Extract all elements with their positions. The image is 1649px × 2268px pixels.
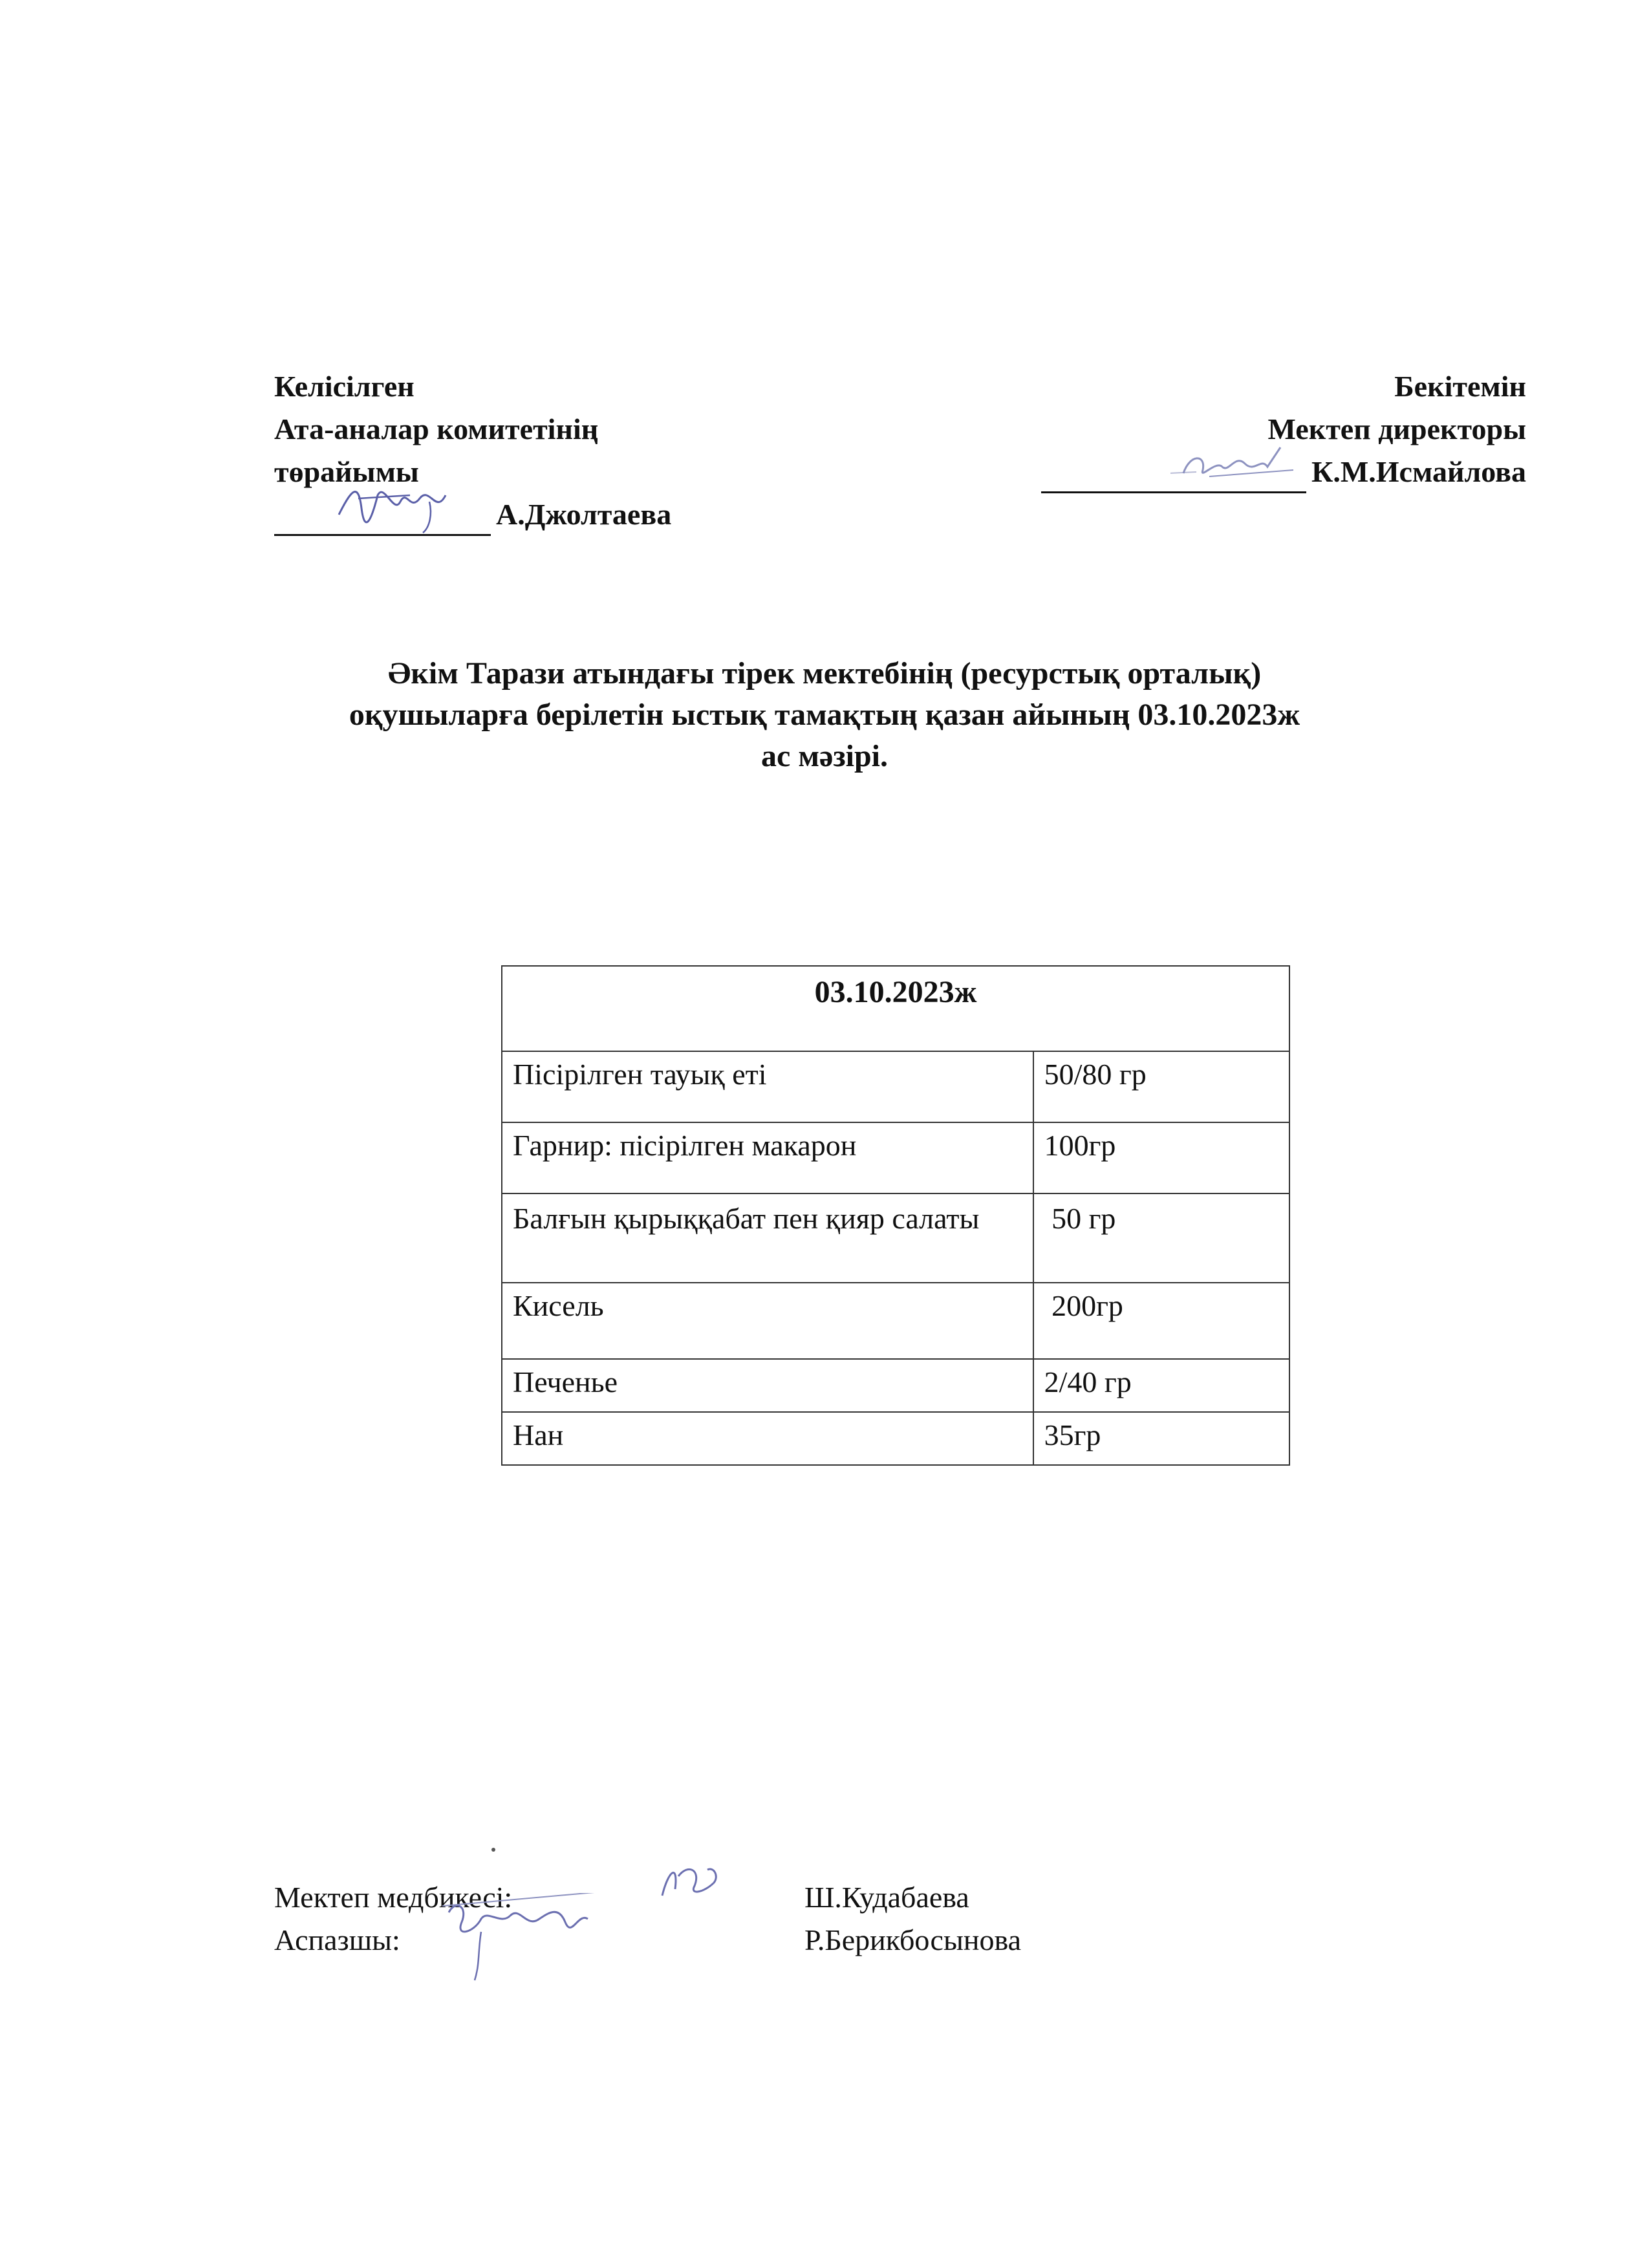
director-signature-row [938,451,1526,493]
table-row [502,1051,1289,1122]
nurse-name: Ш.Кудабаева [804,1881,969,1914]
dish-name: Печенье [502,1359,1033,1412]
dish-amount: 50 гр [1033,1193,1289,1283]
dish-amount: 200гр [1033,1283,1289,1359]
director-label: Мектеп директоры [1267,412,1526,445]
table-row [502,1359,1289,1412]
table-row [502,1283,1289,1359]
signature-line [1041,459,1306,493]
table-row [502,1412,1289,1465]
dish-amount: 35гр [1033,1412,1289,1465]
signature-line [274,502,491,536]
table-row [502,1193,1289,1283]
signature-scribble-icon [649,1857,727,1909]
dish-amount: 2/40 гр [1033,1359,1289,1412]
scan-speck [491,1848,495,1852]
approve-label: Бекітемін [1394,370,1526,403]
menu-table [501,965,1290,1466]
dish-name: Пісірілген тауық еті [502,1051,1033,1122]
approval-block [938,365,1526,493]
title-line-1: Әкім Тарази атындағы тірек мектебінің (ресурстық орталық) [387,656,1262,690]
chairwoman-name: А.Джолтаева [496,498,672,531]
parents-committee-label: Ата-аналар комитетінің [274,412,599,445]
dish-name: Балғын қырыққабат пен қияр салаты [502,1193,1033,1283]
cook-name: Р.Берикбосынова [804,1923,1022,1956]
page-title [194,653,1455,777]
dish-amount: 100гр [1033,1122,1289,1193]
agreement-block [274,365,856,536]
menu-date-header: 03.10.2023ж [502,966,1289,1051]
dish-name: Гарнир: пісірілген макарон [502,1122,1033,1193]
dish-name: Кисель [502,1283,1033,1359]
table-row [502,1122,1289,1193]
agreed-label: Келісілген [274,370,415,403]
title-line-2: оқушыларға берілетін ыстық тамақтың қазан айының 03.10.2023ж [349,698,1300,732]
chairwoman-signature-row [274,493,856,536]
director-name: К.М.Исмайлова [1311,455,1526,488]
dish-name: Нан [502,1412,1033,1465]
cook-role: Аспазшы: [274,1923,400,1956]
nurse-role: Мектеп медбикесі: [274,1881,513,1914]
title-line-3: ас мәзірі. [761,739,888,773]
dish-amount: 50/80 гр [1033,1051,1289,1122]
chairwoman-label: төрайымы [274,455,419,488]
